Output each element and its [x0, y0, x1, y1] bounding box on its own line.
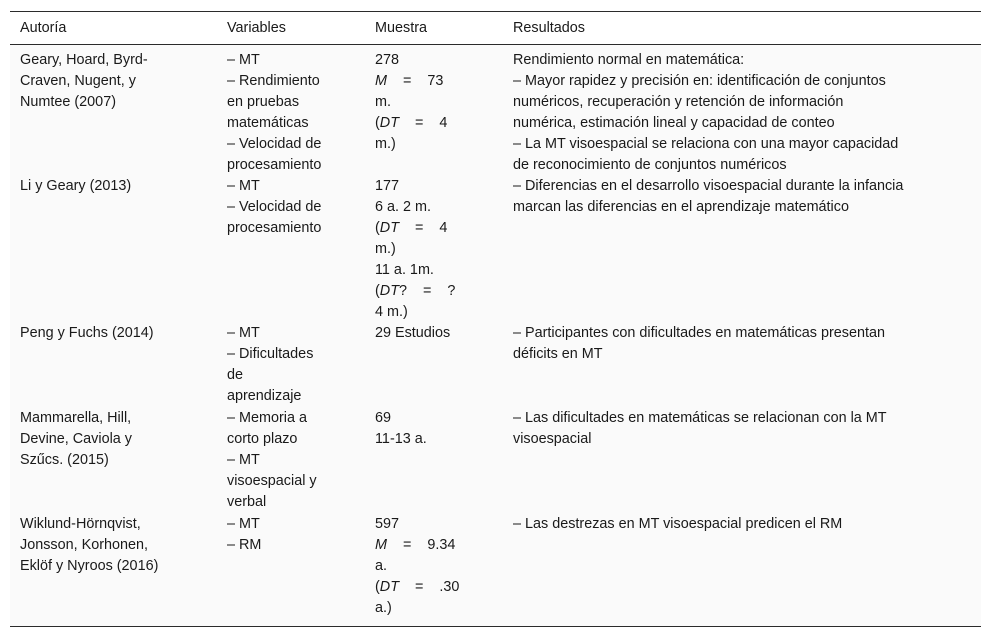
sample-cell	[375, 323, 487, 344]
sample-line: M = 9.34	[375, 537, 456, 553]
sample-cell	[375, 514, 487, 619]
author-line: Eklöf y Nyroos (2016)	[20, 558, 159, 574]
sample-line: m.)	[375, 136, 396, 152]
sample-line: M = 73	[375, 73, 444, 89]
research-table	[10, 11, 981, 627]
results-cell	[513, 408, 968, 450]
sample-line: m.)	[375, 241, 396, 257]
sample-line: (DT = 4	[375, 220, 448, 236]
header-sample: Muestra	[375, 20, 427, 36]
variable-line: aprendizaje	[227, 388, 302, 404]
author-line: Devine, Caviola y	[20, 431, 132, 447]
sample-line: (DT = .30	[375, 579, 460, 595]
author-line: Craven, Nugent, y	[20, 73, 136, 89]
variable-line: – MT	[227, 516, 260, 532]
sample-line: 6 a. 2 m.	[375, 199, 431, 215]
author-cell	[20, 514, 215, 577]
variables-cell	[227, 176, 342, 239]
variable-line: – MT	[227, 325, 260, 341]
result-line: – Diferencias en el desarrollo visoespacial durante la infancia	[513, 178, 904, 194]
variables-cell	[227, 323, 342, 407]
variable-line: verbal	[227, 494, 267, 510]
header-results: Resultados	[513, 20, 585, 36]
variable-line: – Velocidad de	[227, 136, 322, 152]
sample-line: 11 a. 1m.	[375, 262, 434, 278]
variable-line: visoespacial y	[227, 473, 317, 489]
sample-line: 177	[375, 178, 400, 194]
result-line: Rendimiento normal en matemática:	[513, 52, 745, 68]
author-cell	[20, 50, 215, 113]
variable-line: – MT	[227, 178, 260, 194]
sample-line: a.)	[375, 600, 392, 616]
variable-line: corto plazo	[227, 431, 298, 447]
result-line: déficits en MT	[513, 346, 603, 362]
author-line: Jonsson, Korhonen,	[20, 537, 149, 553]
result-line: – Las destrezas en MT visoespacial predicen el RM	[513, 516, 843, 532]
table-header-row	[10, 12, 981, 45]
result-line: – Participantes con dificultades en matemáticas presentan	[513, 325, 885, 341]
sample-line: 11-13 a.	[375, 431, 427, 447]
sample-cell	[375, 50, 487, 155]
header-author: Autoría	[20, 20, 67, 36]
result-line: – La MT visoespacial se relaciona con una mayor capacidad	[513, 136, 899, 152]
variable-line: – MT	[227, 452, 260, 468]
variables-cell	[227, 408, 342, 513]
sample-line: 278	[375, 52, 400, 68]
results-cell	[513, 323, 968, 365]
sample-cell	[375, 176, 487, 323]
result-line: – Mayor rapidez y precisión en: identificación de conjuntos	[513, 73, 886, 89]
author-line: Li y Geary (2013)	[20, 178, 132, 194]
variable-line: – Velocidad de	[227, 199, 322, 215]
header-variables: Variables	[227, 20, 286, 36]
author-line: Geary, Hoard, Byrd-	[20, 52, 148, 68]
author-line: Wiklund-Hörnqvist,	[20, 516, 141, 532]
variables-cell	[227, 514, 342, 556]
variable-line: procesamiento	[227, 157, 322, 173]
sample-line: (DT = 4	[375, 115, 448, 131]
result-line: marcan las diferencias en el aprendizaje matemático	[513, 199, 849, 215]
results-cell	[513, 176, 968, 218]
variable-line: de	[227, 367, 244, 383]
sample-line: 597	[375, 516, 400, 532]
variable-line: – Rendimiento	[227, 73, 320, 89]
variable-line: en pruebas	[227, 94, 300, 110]
variable-line: – Memoria a	[227, 410, 307, 426]
variable-line: procesamiento	[227, 220, 322, 236]
variables-cell	[227, 50, 342, 176]
author-cell	[20, 176, 215, 197]
sample-cell	[375, 408, 487, 450]
variable-line: – RM	[227, 537, 262, 553]
author-line: Peng y Fuchs (2014)	[20, 325, 154, 341]
author-line: Mammarella, Hill,	[20, 410, 132, 426]
author-cell	[20, 408, 215, 471]
sample-line: a.	[375, 558, 388, 574]
result-line: – Las dificultades en matemáticas se relacionan con la MT	[513, 410, 887, 426]
variable-line: – MT	[227, 52, 260, 68]
author-line: Numtee (2007)	[20, 94, 116, 110]
results-cell	[513, 514, 968, 535]
author-cell	[20, 323, 215, 344]
results-cell	[513, 50, 968, 176]
sample-line: 29 Estudios	[375, 325, 451, 341]
result-line: visoespacial	[513, 431, 592, 447]
result-line: numérica, estimación lineal y capacidad de conteo	[513, 115, 835, 131]
variable-line: – Dificultades	[227, 346, 314, 362]
sample-line: 4 m.)	[375, 304, 408, 320]
author-line: Szűcs. (2015)	[20, 452, 109, 468]
result-line: de reconocimiento de conjuntos numéricos	[513, 157, 787, 173]
variable-line: matemáticas	[227, 115, 309, 131]
result-line: numéricos, recuperación y retención de información	[513, 94, 844, 110]
sample-line: m.	[375, 94, 391, 110]
sample-line: (DT? = ?	[375, 283, 456, 299]
sample-line: 69	[375, 410, 392, 426]
